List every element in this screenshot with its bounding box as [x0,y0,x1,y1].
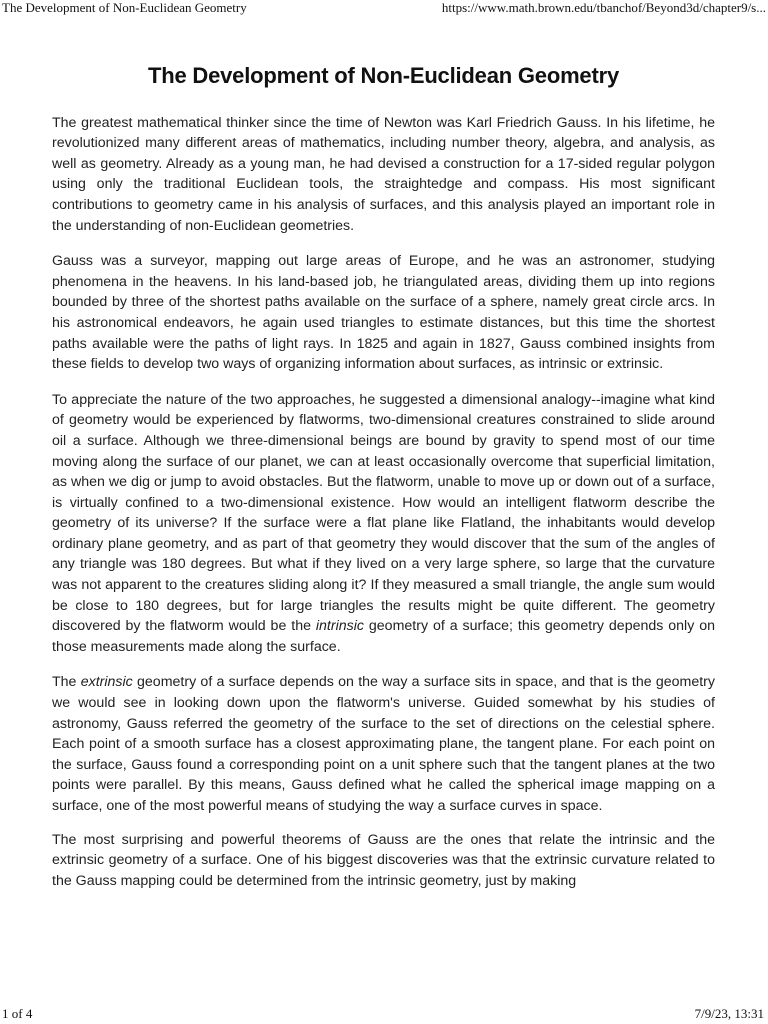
emphasis-extrinsic: extrinsic [80,674,133,691]
print-header-title: The Development of Non-Euclidean Geometry [2,0,247,15]
print-datetime: 7/9/23, 13:31 [694,1006,764,1021]
emphasis-intrinsic: intrinsic [315,618,364,635]
paragraph-4-text-b: geometry of a surface depends on the way a surface sits in space, and that is the geometry we would see in looking down upon the flatworm's universe. Guided somewhat by his studies of astronomy, Gauss referred the geometry of the surface to the set of directions on the celestial sphere. Each point of a smooth surface has a closest approximating plane, the tangent plane. For each point on the surface, Gauss found a corresponding point on a unit sphere such that the tangent planes at the two points were parallel. By this means, Gauss defined what he called the spherical image mapping on a surface, one of the most powerful means of studying the way a surface curves in space. [52,674,716,814]
page-number: 1 of 4 [2,1006,33,1021]
paragraph-4-text-a: The [52,674,81,691]
print-footer [0,1006,768,1024]
print-header-url: https://www.math.brown.edu/tbanchof/Beyond3d/chapter9/s... [441,0,766,15]
paragraph-3-text-b: geometry of a surface; this geometry depends only on those measurements made along the surface. [52,618,715,655]
paragraph-1: The greatest mathematical thinker since the time of Newton was Karl Friedrich Gauss. In his lifetime, he revolutionized many different areas of mathematics, including number theory, algebra, and analysis, as well as geometry. Already as a young man, he had devised a construction for a 17-sided regular polygon using only the traditional Euclidean tools, the straightedge and compass. His most significant contributions to geometry came in his analysis of surfaces, and this analysis played an important role in the understanding of non-Euclidean geometries. [52,114,715,234]
article [52,62,715,906]
paragraph-2: Gauss was a surveyor, mapping out large areas of Europe, and he was an astronomer, studying phenomena in the heavens. In his land-based job, he triangulated areas, dividing them up into regions bounded by three of the shortest paths available on the surface of a sphere, namely great circle arcs. In his astronomical endeavors, he again used triangles to estimate distances, but this time the shortest paths available were the paths of light rays. In 1825 and again in 1827, Gauss combined insights from these fields to develop two ways of organizing information about surfaces, as intrinsic or extrinsic. [52,253,715,373]
paragraph-5: The most surprising and powerful theorems of Gauss are the ones that relate the intrinsic and the extrinsic geometry of a surface. One of his biggest discoveries was that the extrinsic curvature related to the Gauss mapping could be determined from the intrinsic geometry, just by making [52,831,715,889]
print-header [0,0,768,18]
paragraph-3-text-a: To appreciate the nature of the two approaches, he suggested a dimensional analogy--imagine what kind of geometry would be experienced by flatworms, two-dimensional creatures constrained to slide around oil a surface. Although we three-dimensional beings are bound by gravity to spend most of our time moving along the surface of our planet, we can at least occasionally overcome that superficial limitation, as when we dig or jump to avoid obstacles. But the flatworm, unable to move up or down out of a surface, is virtually confined to a two-dimensional existence. How would an intelligent flatworm describe the geometry of its universe? If the surface were a flat plane like Flatland, the inhabitants would develop ordinary plane geometry, and as part of that geometry they would discover that the sum of the angles of any triangle was 180 degrees. But what if they lived on a very large sphere, so large that the curvature was not apparent to the creatures sliding along it? If they measured a small triangle, the angle sum would be close to 180 degrees, but for large triangles the results might be quite different. The geometry discovered by the flatworm would be the [52,391,715,635]
paragraph-4 [52,672,715,816]
page-title: The Development of Non-Euclidean Geometry [148,63,619,88]
paragraph-3 [52,390,715,658]
